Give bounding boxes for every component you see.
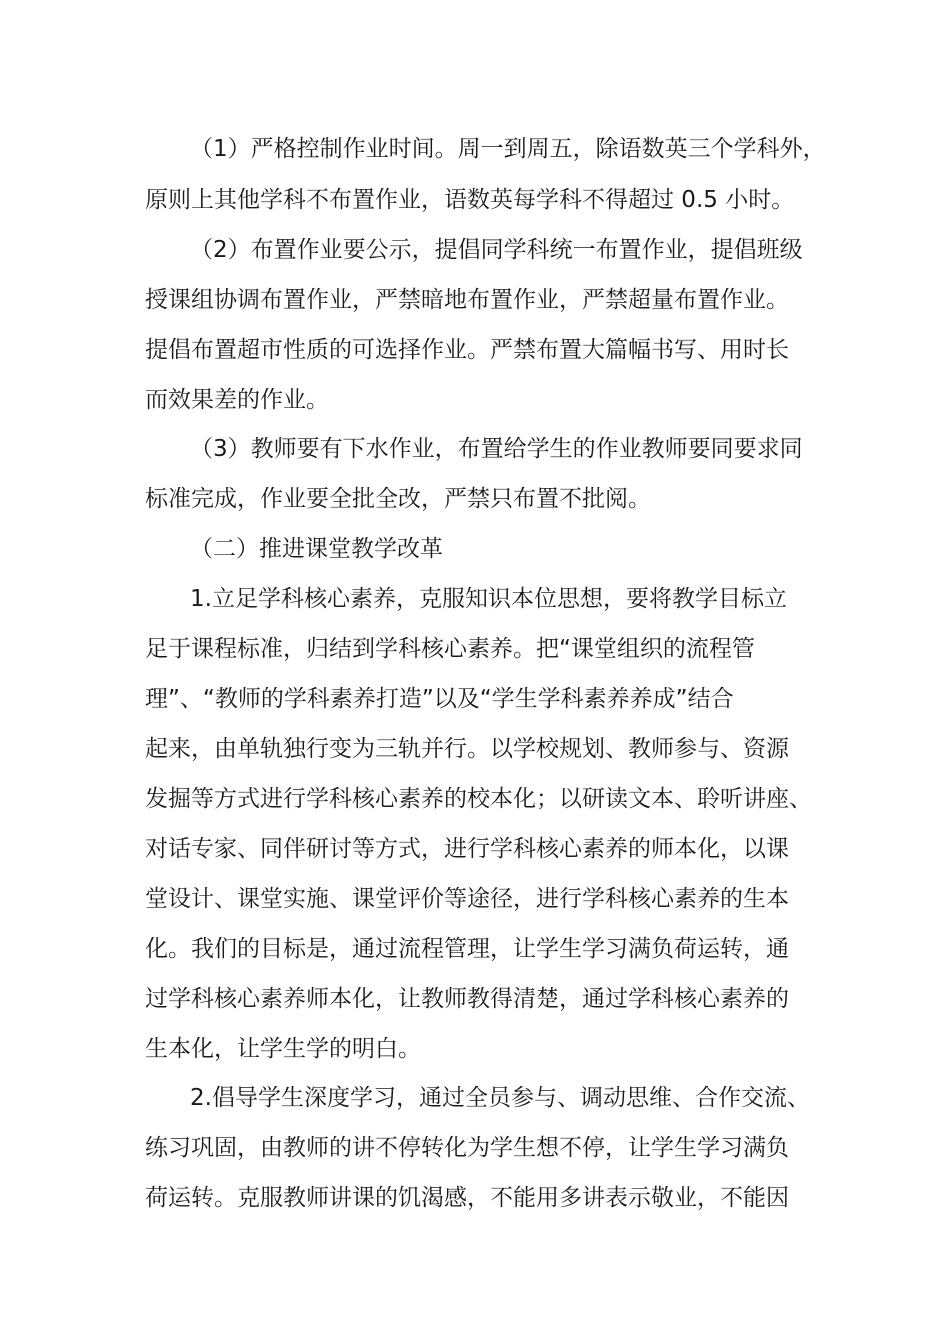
text-line: 1.立足学科核心素养，克服知识本位思想，要将教学目标立 [190, 586, 787, 612]
text-line: 2.倡导学生深度学习，通过全员参与、调动思维、合作交流、 [190, 1085, 810, 1111]
text-line: 理”、“教师的学科素养打造”以及“学生学科素养养成”结合 [145, 686, 734, 712]
section-heading: （二）推进课堂教学改革 [190, 536, 443, 562]
text-line: 堂设计、课堂实施、课堂评价等途径，进行学科核心素养的生本 [145, 886, 789, 912]
text-line: 对话专家、同伴研讨等方式，进行学科核心素养的师本化，以课 [145, 836, 789, 862]
text-line: 原则上其他学科不布置作业，语数英每学科不得超过 0.5 小时。 [145, 187, 795, 213]
text-line: 生本化，让学生学的明白。 [145, 1036, 421, 1062]
text-line: 发掘等方式进行学科核心素养的校本化；以研读文本、聆听讲座、 [145, 786, 812, 812]
text-line: 而效果差的作业。 [145, 387, 329, 413]
text-line: 标准完成，作业要全批全改，严禁只布置不批阅。 [145, 486, 651, 512]
text-line: （2）布置作业要公示，提倡同学科统一布置作业，提倡班级 [190, 237, 803, 263]
text-line: 起来，由单轨独行变为三轨并行。以学校规划、教师参与、资源 [145, 736, 789, 762]
text-line: 荷运转。克服教师讲课的饥渴感，不能用多讲表示敬业，不能因 [145, 1185, 789, 1211]
text-line: 练习巩固，由教师的讲不停转化为学生想不停，让学生学习满负 [145, 1135, 789, 1161]
text-line: （1）严格控制作业时间。周一到周五，除语数英三个学科外， [190, 136, 826, 162]
text-line: 足于课程标准，归结到学科核心素养。把“课堂组织的流程管 [145, 636, 755, 662]
text-line: 授课组协调布置作业，严禁暗地布置作业，严禁超量布置作业。 [145, 287, 789, 313]
text-line: （3）教师要有下水作业，布置给学生的作业教师要同要求同 [190, 436, 803, 462]
text-line: 化。我们的目标是，通过流程管理，让学生学习满负荷运转，通 [145, 936, 789, 962]
text-line: 过学科核心素养师本化，让教师教得清楚，通过学科核心素养的 [145, 986, 789, 1012]
text-line: 提倡布置超市性质的可选择作业。严禁布置大篇幅书写、用时长 [145, 337, 789, 363]
